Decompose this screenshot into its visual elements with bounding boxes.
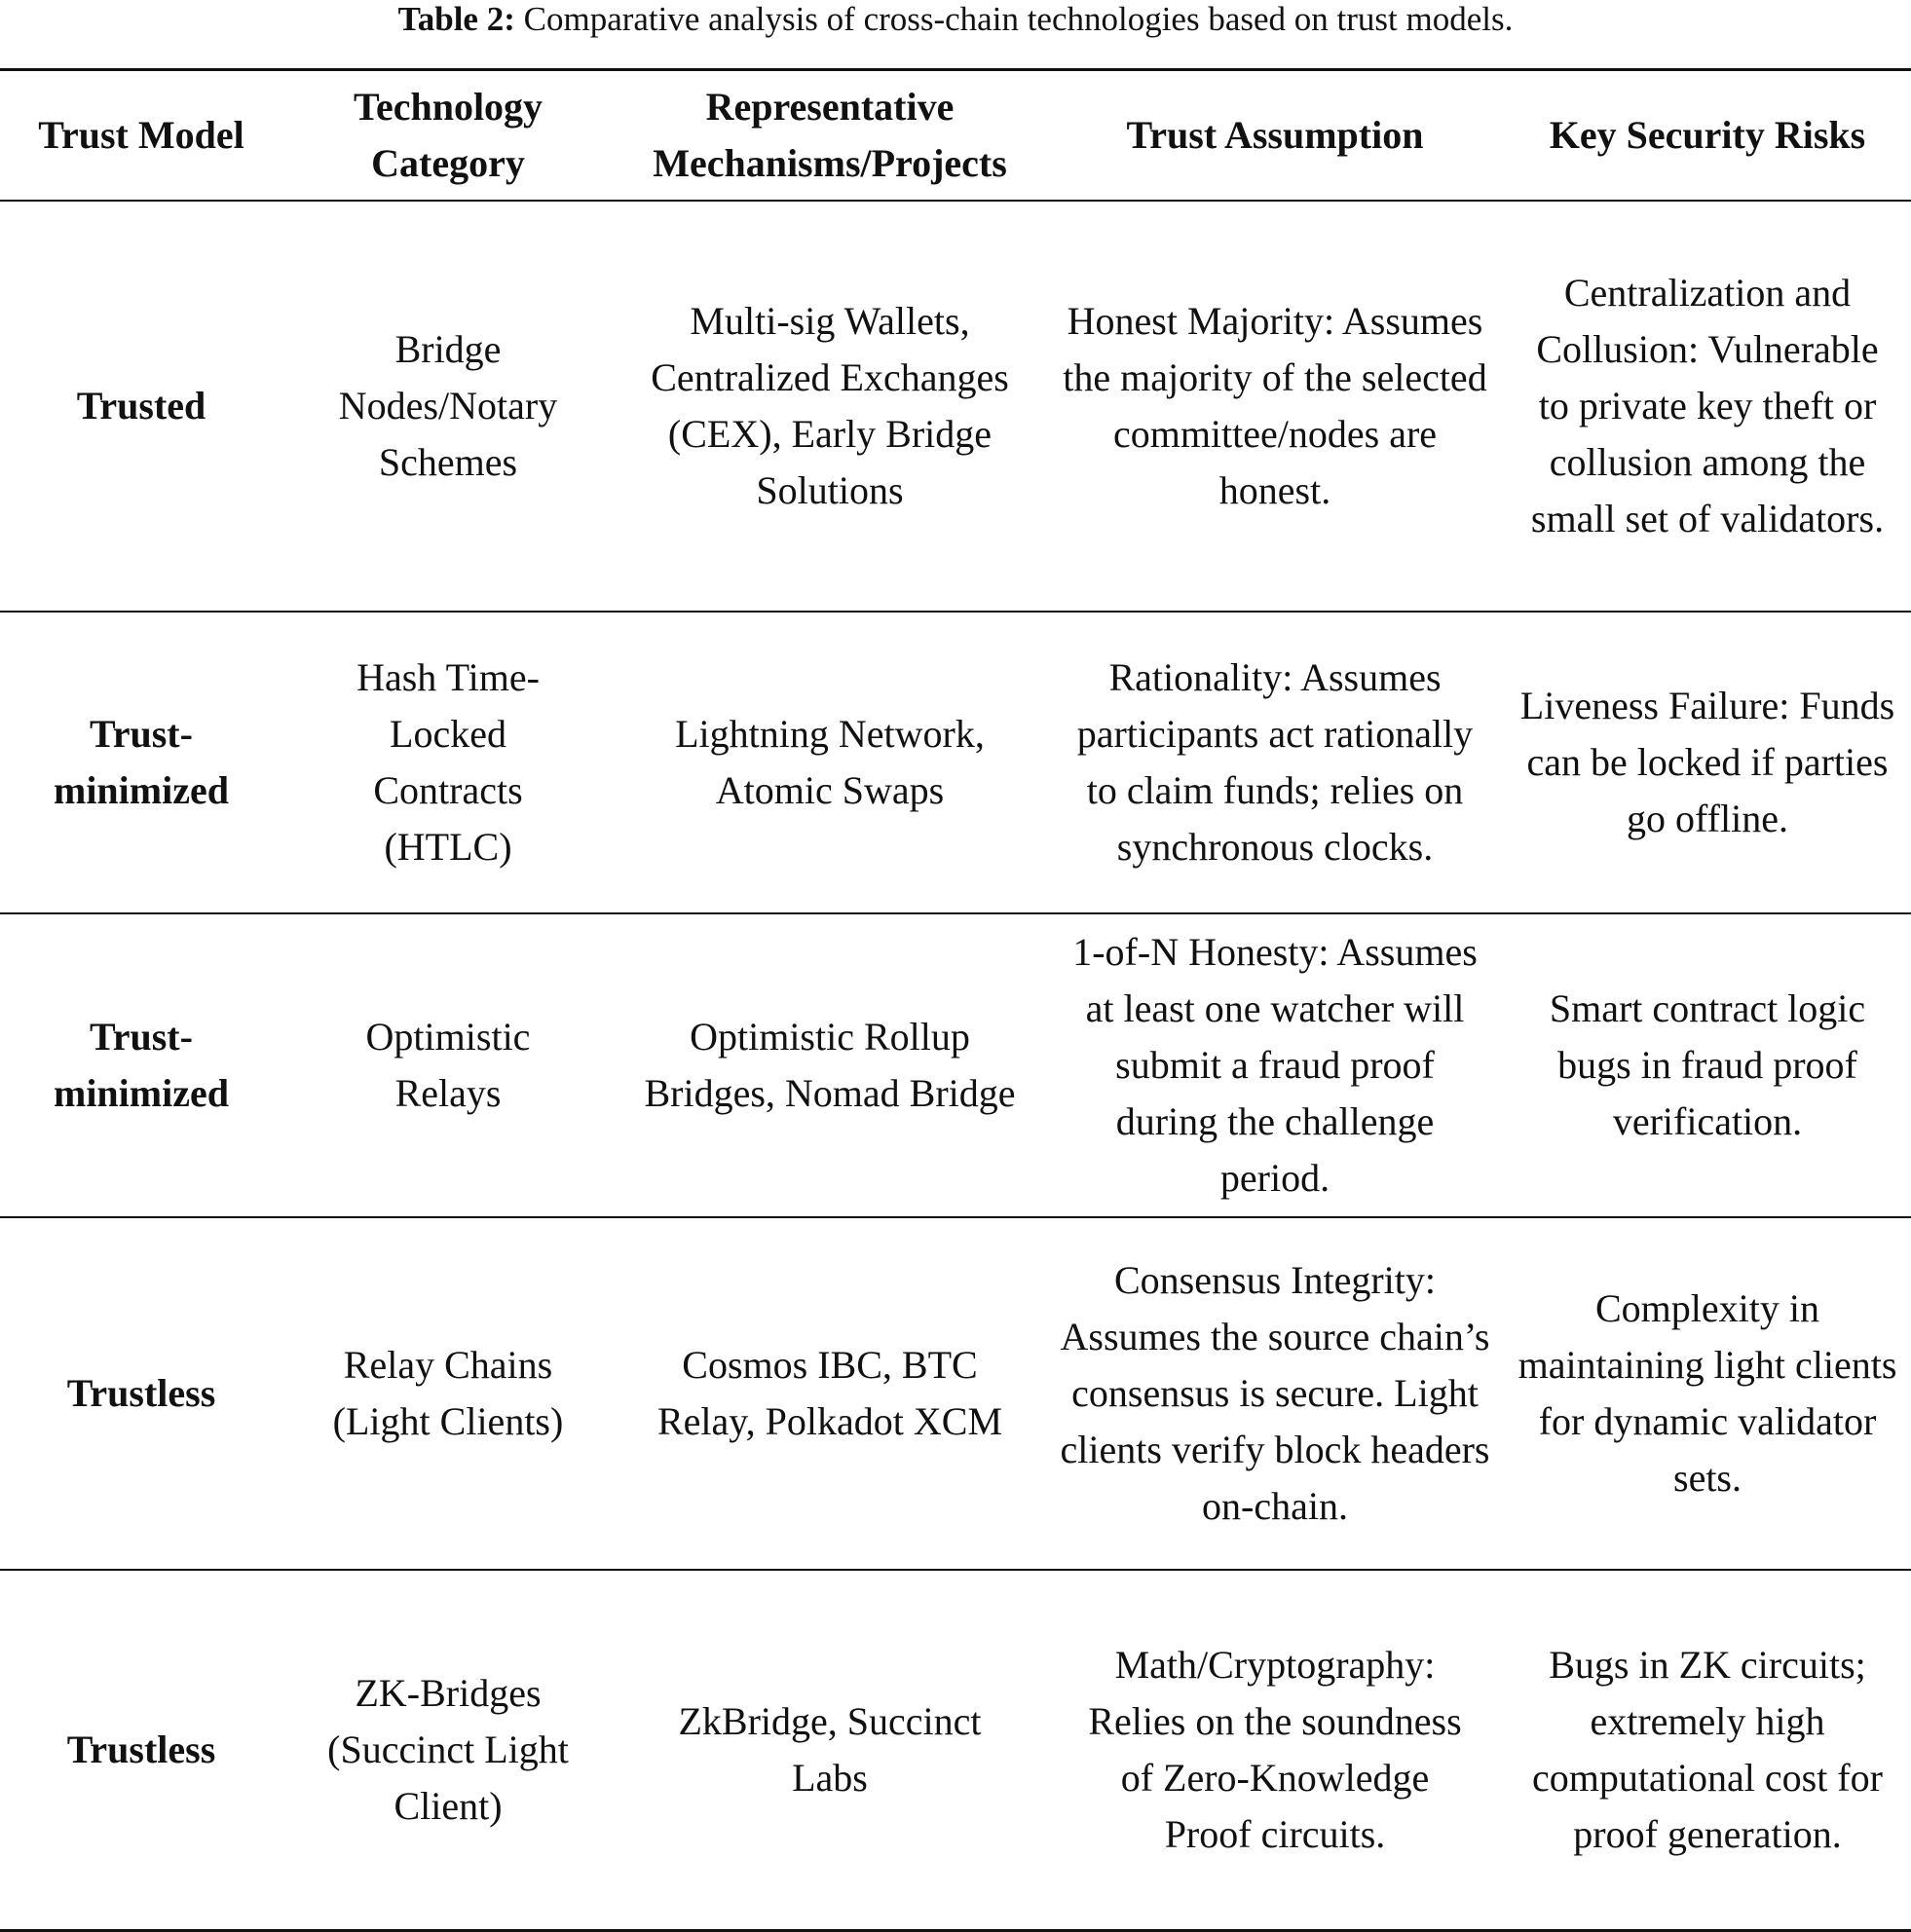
cell-trust-assumption: 1-of-N Honesty: Assumes at least one watcher will submit a fraud proof during the challenge period. (1046, 913, 1504, 1217)
cell-security-risks: Complexity in maintaining light clients for dynamic validator sets. (1504, 1217, 1911, 1570)
table-row (0, 201, 1911, 612)
caption-label: Table 2: (397, 0, 515, 38)
cell-trust-model-text: Trust-minimized (54, 712, 229, 812)
cell-technology-category-text: ZK-Bridges (Succinct Light Client) (327, 1671, 569, 1828)
cell-trust-assumption: Honest Majority: Assumes the majority of the selected committee/nodes are honest. (1046, 201, 1504, 612)
cell-trust-model-text: Trust-minimized (54, 1015, 229, 1115)
cell-trust-assumption (1046, 1570, 1504, 1931)
cell-technology-category (282, 1217, 614, 1570)
header-technology-category-text: Technology Category (353, 85, 543, 185)
table-row (0, 1570, 1911, 1931)
cell-technology-category-text: Hash Time-Locked Contracts (HTLC) (356, 655, 540, 869)
header-representative-mechanisms: Representative Mechanisms/Projects (614, 70, 1046, 202)
cell-mechanisms: Multi-sig Wallets, Centralized Exchanges (CEX), Early Bridge Solutions (614, 201, 1046, 612)
header-trust-model: Trust Model (0, 70, 282, 202)
cell-trust-model: Trustless (0, 1217, 282, 1570)
cell-technology-category-text: Relay Chains (Light Clients) (332, 1343, 564, 1443)
cell-trust-model: Trusted (0, 201, 282, 612)
trust-model-table (0, 68, 1911, 1932)
cell-mechanisms-text: ZkBridge, Succinct Labs (678, 1699, 982, 1800)
cell-mechanisms: Optimistic Rollup Bridges, Nomad Bridge (614, 913, 1046, 1217)
cell-security-risks (1504, 1570, 1911, 1931)
header-trust-assumption: Trust Assumption (1046, 70, 1504, 202)
cell-technology-category-text: Optimistic Relays (365, 1015, 531, 1115)
cell-trust-model (0, 913, 282, 1217)
cell-security-risks: Liveness Failure: Funds can be locked if parties go offline. (1504, 612, 1911, 913)
header-row (0, 70, 1911, 202)
cell-security-risks: Smart contract logic bugs in fraud proof verification. (1504, 913, 1911, 1217)
cell-mechanisms-text: Cosmos IBC, BTC Relay, Polkadot XCM (656, 1343, 1003, 1443)
cell-trust-assumption: Rationality: Assumes participants act rationally to claim funds; relies on synchronous clocks. (1046, 612, 1504, 913)
cell-trust-assumption: Consensus Integrity: Assumes the source chain’s consensus is secure. Light clients verify block headers on-chain. (1046, 1217, 1504, 1570)
cell-trust-assumption-text: Math/Cryptography: Relies on the soundness of Zero-Knowledge Proof circuits. (1088, 1643, 1462, 1856)
table-row (0, 612, 1911, 913)
cell-technology-category (282, 201, 614, 612)
cell-trust-model (0, 612, 282, 913)
cell-security-risks-text: Bugs in ZK circuits; extremely high computational cost for proof generation. (1532, 1643, 1883, 1856)
table-row (0, 1217, 1911, 1570)
table-row (0, 913, 1911, 1217)
cell-mechanisms (614, 1570, 1046, 1931)
header-technology-category (282, 70, 614, 202)
cell-security-risks: Centralization and Collusion: Vulnerable to private key theft or collusion among the small set of validators. (1504, 201, 1911, 612)
cell-mechanisms (614, 1217, 1046, 1570)
cell-technology-category (282, 1570, 614, 1931)
cell-technology-category (282, 612, 614, 913)
cell-technology-category (282, 913, 614, 1217)
table-caption (0, 0, 1911, 39)
cell-mechanisms: Lightning Network, Atomic Swaps (614, 612, 1046, 913)
caption-text: Comparative analysis of cross-chain technologies based on trust models. (514, 0, 1514, 38)
cell-trust-model: Trustless (66, 1728, 216, 1771)
cell-technology-category-text: Bridge Nodes/Notary Schemes (338, 327, 558, 484)
header-key-security-risks: Key Security Risks (1504, 70, 1911, 202)
